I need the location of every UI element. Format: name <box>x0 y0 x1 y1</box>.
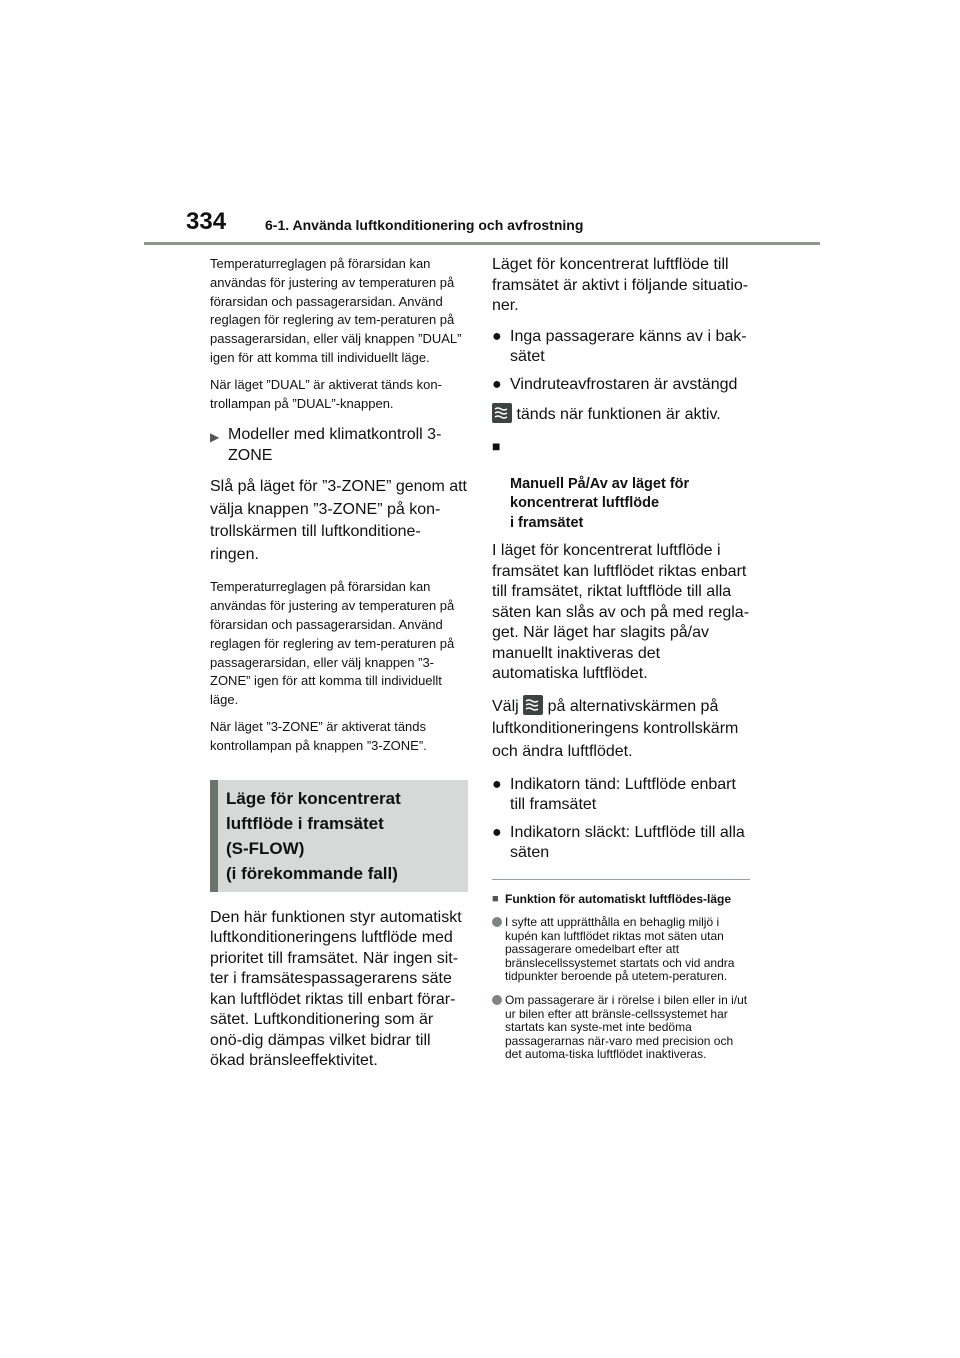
dual-temperature-paragraph: Temperaturreglagen på förarsidan kan användas för justering av temperaturen på förarsidan och passagerarsidan. Använd reglagen för reglering av tem-peraturen på passagerarsidan, eller välj knappen ”DUAL” igen för att komma till individuellt läge. <box>210 256 462 365</box>
header-divider <box>144 242 820 245</box>
list-item <box>492 823 750 863</box>
chapter-title: 6-1. Använda luftkonditionering och avfrostning <box>265 217 584 233</box>
list-item-text: Inga passagerare känns av i bak-sätet <box>510 327 747 365</box>
3zone-temperature-paragraph: Temperaturreglagen på förarsidan kan användas för justering av temperaturen på förarsidan och passagerarsidan. Använd reglagen för reglering av tem-peraturen på passagerarsidan, eller välj knappen ”3-ZONE” igen för att komma till individuellt läge. <box>210 579 455 708</box>
right-column <box>492 255 750 1072</box>
3zone-instruction: Slå på läget för ”3-ZONE” genom att välja knappen ”3-ZONE” på kon-trollskärmen till luftkonditione-ringen. <box>210 478 467 563</box>
list-item <box>492 327 750 367</box>
sflow-section-title: Läge för koncentrerat luftflöde i framsätet (S-FLOW) (i förekommande fall) <box>226 788 401 883</box>
page-number: 334 <box>186 208 227 235</box>
models-3zone-label: Modeller med klimatkontroll 3-ZONE <box>228 426 442 464</box>
sflow-section-heading <box>210 780 468 892</box>
sflow-indicator-line <box>492 403 750 426</box>
list-item <box>492 375 750 395</box>
note-text: Om passagerare är i rörelse i bilen eller in i/ut ur bilen efter att bränsle-cellssystemet har startats kan syste-met inte bedöma passagerarnas när-varo med precision och det automa-tiska luftflödet inaktiveras. <box>505 992 748 1062</box>
circle-bullet-icon <box>492 917 502 927</box>
arrow-right-icon: ▶ <box>210 430 220 445</box>
manual-toggle-description: I läget för koncentrerat luftflöde i framsätet kan luftflödet riktas enbart till framsätet, riktat luftflöde till alla säten kan slås av och på med regla-get. När läget har slagits på/av manuellt inaktiveras det automatiska luftflödet. <box>492 542 750 682</box>
circle-bullet-icon <box>492 995 502 1005</box>
sflow-active-intro: Läget för koncentrerat luftflöde till framsätet är aktivt i följande situatio-ner. <box>492 256 749 314</box>
note-item <box>492 994 750 1062</box>
sflow-indicator-text: tänds när funktionen är aktiv. <box>516 405 721 423</box>
list-item <box>492 775 750 815</box>
list-item-text: Indikatorn släckt: Luftflöde till alla säten <box>510 824 745 861</box>
left-column <box>210 255 468 1082</box>
choose-prefix: Välj <box>492 697 519 715</box>
sflow-icon <box>523 695 543 715</box>
bullet-icon: ● <box>492 327 502 345</box>
bullet-icon: ● <box>492 824 502 841</box>
square-bullet-icon: ■ <box>492 893 499 905</box>
manual-toggle-heading <box>492 436 750 534</box>
models-3zone-heading <box>210 425 468 466</box>
choose-suffix: på alternativskärmen på luftkonditioneringens kontrollskärm och ändra luftflödet. <box>492 697 739 760</box>
list-item-text: Vindruteavfrostaren är avstängd <box>510 375 738 393</box>
sflow-description: Den här funktionen styr automatiskt luftkonditioneringens luftflöde med prioritet till framsätet. När ingen sit-ter i framsätespassagerarens säte kan luftflödet riktas till enbart förar-sätet. Luftkonditionering som är onö-dig dämpas vilket bidrar till ökad bränsleeffektivitet. <box>210 908 462 1070</box>
sflow-icon <box>492 403 512 423</box>
notes-heading <box>492 892 750 906</box>
bullet-icon: ● <box>492 776 502 793</box>
square-bullet-icon: ■ <box>492 437 501 454</box>
choose-icon-instruction <box>492 695 750 764</box>
note-item <box>492 916 750 984</box>
bullet-icon: ● <box>492 375 502 393</box>
manual-toggle-title: Manuell På/Av av läget för koncentrerat luftflöde i framsätet <box>510 475 690 531</box>
list-item-text: Indikatorn tänd: Luftflöde enbart till framsätet <box>510 776 736 813</box>
note-text: I syfte att upprätthålla en behaglig miljö i kupén kan luftflödet riktas mot säten utan passagerare omedelbart efter att bränslecellssystemet startats och vid andra tidpunkter beroende på utetem-peraturen. <box>505 915 735 984</box>
3zone-indicator-paragraph: När läget ”3-ZONE” är aktiverat tänds kontrollampan på knappen ”3-ZONE”. <box>210 718 427 753</box>
notes-section <box>492 879 750 1062</box>
dual-indicator-paragraph: När läget ”DUAL” är aktiverat tänds kon-trollampan på ”DUAL”-knappen. <box>210 376 442 411</box>
notes-heading-text: Funktion för automatiskt luftflödes-läge <box>505 892 732 906</box>
